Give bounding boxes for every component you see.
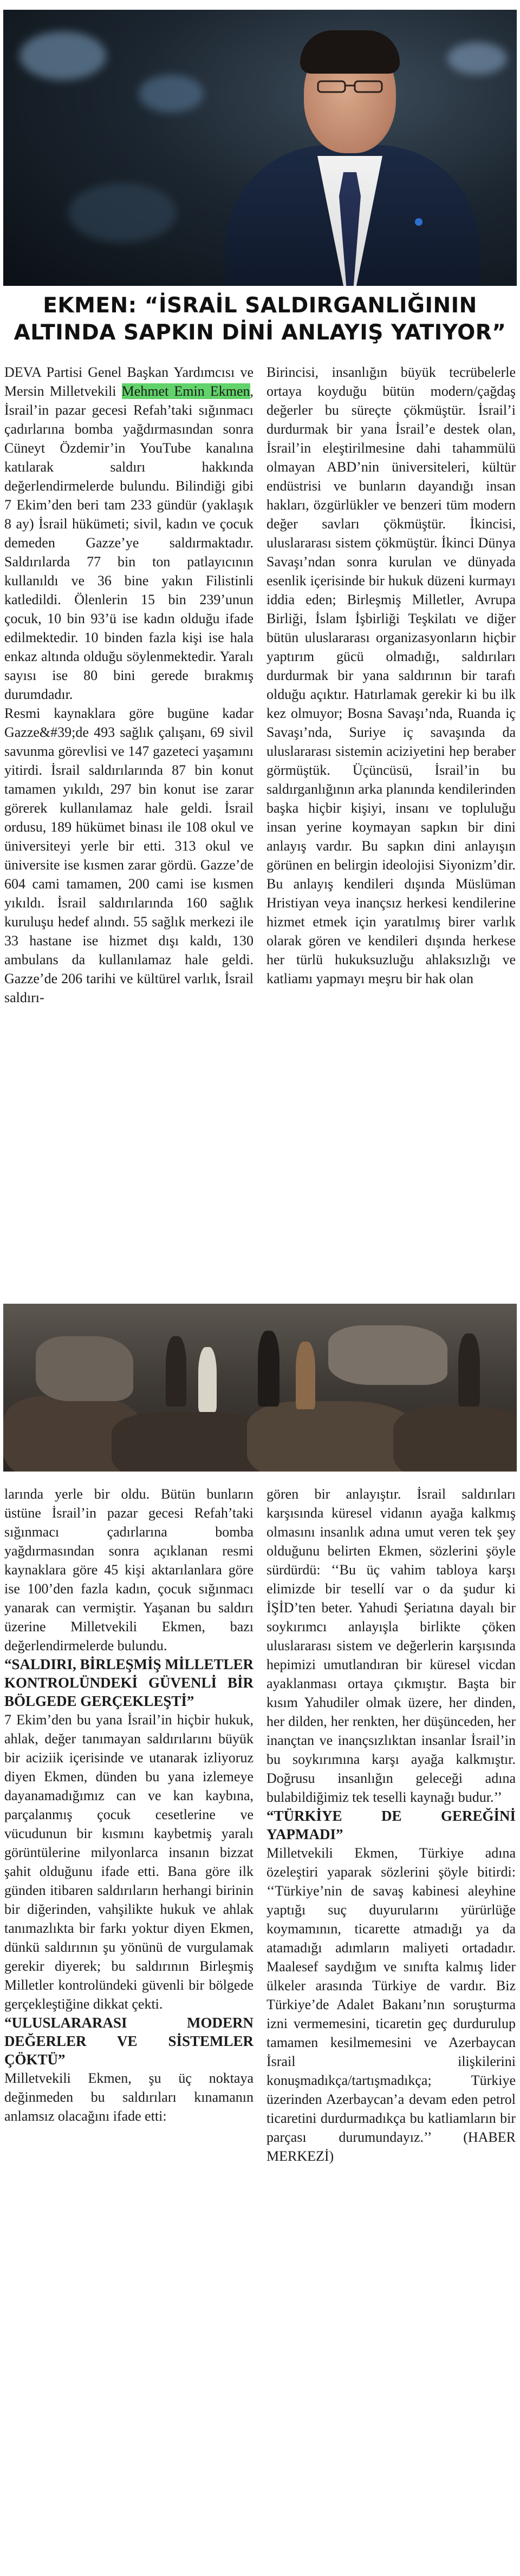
paragraph: Birincisi, insanlığın büyük tecrübelerle ortaya koyduğu bütün modern/çağdaş değerler bu süreçte çökmüştür. İsrail’i durdurmak bir yana İsrail’e destek olan, İsrail’in eleştirilmesine dahi tahammülü olmayan ABD’nin üniversiteleri, kültür endüstrisi ve bunların dayandığı insan hakları, özgürlükler ve benzeri tüm modern değer savları çökmüştür. İkincisi, uluslararası sistem çökmüştür. İkinci Dünya Savaşı’ndan sonra kurulan ve dünyada esenlik içerisinde bir hukuk düzeni kurmayı iddia eden; Birleşmiş Milletler, Avrupa Birliği, İslam İşbirliği Teşkilatı ve diğer bütün uluslararası organizasyonların hiçbir yaptırım gücü olmadığı, saldırıları durdurmak bir yana saldırının bir tarafı olduğu açıktır. Hatırlamak gerekir ki bu ilk kez olmuyor; Bosna Savaşı’nda, Ruanda iç Savaşı’nda, Suriye iç savaşında da uluslararası sistemin aciziyetini hep beraber görmüştük. Üçüncüsü, İsrail’in bu saldırganlığının arka planında kendilerinden başka hiçbir kişiyi, insanı ve topluluğu insan yerine koymayan sapkın bir dini anlayış vardır. Bu sapkın dini anlayışın görünen en belirgin ideolojisi Siyonizm’dir. Bu anlayış kendileri dışında Müslüman Hristiyan veya inançsız herkesi kendilerine hizmet etmek için yaratılmış birer varlık olarak gören ve kendileri dışında herkese her türlü hukuksuzluğu ahlaksızlığı ve katliamı yapmayı meşru bir hak olan xyxy=(266,364,516,986)
paragraph: Resmi kaynaklara göre bugüne kadar Gazze&#39;de 493 sağlık çalışanı, 69 sivil savunma görevlisi ve 147 gazeteci yaşamını yitirdi. İsrail saldırılarında 87 bin konut tamamen yıkıldı, 297 bin konut ise zarar görerek kullanılamaz hale geldi. İsrail ordusu, 189 hükümet binası ile 108 okul ve üniversiteyi yerle bir etti. 313 okul ve üniversite ise kısmen zarar gördü. Gazze’de 604 cami tamamen, 200 cami ise kısmen yıkıldı. İsrail saldırılarında 160 sağlık kuruluşu hedef alındı. 55 sağlık merkezi ile 33 hastane ise hizmet dışı kaldı, 130 ambulans da kullanılamaz hale geldi. Gazze’de 206 tarihi ve kültürel varlık, İsrail saldırı- xyxy=(4,705,253,1005)
paragraph: larında yerle bir oldu. Bütün bunların üstüne İsrail’in pazar gecesi Refah’taki sığınmacı çadırlarına bomba yağdırmasından sonra açıklanan resmi kaynaklara göre 45 kişi aktarılanlara göre ise 100’den fazla kadın, çocuk sığınmacı yanarak can vermiştir. Yaşanan bu saldırı üzerine Milletvekili Ekmen, bazı değerlendirmelerde bulundu. xyxy=(4,1486,253,1653)
article-photo-portrait xyxy=(3,10,517,286)
article-headline: EKMEN: “İSRAİL SALDIRGANLIĞININ ALTINDA SAPKIN DİNİ ANLAYIŞ YATIYOR” xyxy=(14,293,506,345)
subheading-un-safe-zone: “SALDIRI, BİRLEŞMİŞ MİLLETLER KONTROLÜNDEKİ GÜVENLİ BİR BÖLGEDE GERÇEKLEŞTİ” xyxy=(4,1656,253,1709)
article-photo-rubble xyxy=(3,1304,517,1472)
paragraph: Milletvekili Ekmen, şu üç noktaya değinmeden bu saldırıları kınamanın anlamsız olacağını ifade etti: xyxy=(4,2070,253,2124)
column-1 xyxy=(4,363,253,1007)
paragraph: gören bir anlayıştır. İsrail saldırıları karşısında küresel vidanın ayağa kalkmış olmasını insanlık adına umut veren tek şey olduğunu belirten Ekmen, sözlerini şöyle sürdürdü: ‘‘Bu üç vahim tabloya karşı elimizde bir tesellí var o da şudur ki İŞİD’ten beter. Yahudi Şeriatına dayalı bir soykırımcı anlayışla birlikte çöken uluslararası sistem ve değerlerin karşısında hepimizi umutlandıran bir küresel vicdan ayaklanması ortaya çıkmıştır. Başta bir kısım Yahudiler olmak üzere, her dinden, her dilden, her renkten, her düşünceden, her inançtan ve inançsızlıktan insanlar İsrail’in bu soykırımına karşı ayağa kalkmıştır. Doğrusu insanlığın geleceği adına bulabildiğimiz tek teselli kaynağı budur.’’ xyxy=(266,1486,516,1805)
lapel-pin-icon xyxy=(415,218,422,226)
column-3 xyxy=(4,1485,253,2126)
column-4 xyxy=(266,1485,516,2166)
column-2 xyxy=(266,363,516,988)
paragraph: 7 Ekim’den bu yana İsrail’in hiçbir hukuk, ahlak, değer tanımayan saldırılarını büyük bir aciziik içerisinde ve utanarak izliyoruz diyen Ekmen, dünden bu yana izlemeye dayanamadığımız can ve kan kaybına, parçalanmış çocuk cesetlerine ve vücudunun bir kısmını kaybetmiş yaralı görüntülerine milyonlarca insanın bizzat şahit olduğunu ifade etti. Bana göre ilk günden itibaren saldırıların herhangi birinin bir diğerinden, vahşilikte hukuk ve ahlak tanımazlıkta bir farkı yoktur diyen Ekmen, dünkü saldırının şu yönünü de vurgulamak gerekir diyerek; bu saldırının Birleşmiş Milletler kontrolündeki güvenli bir bölgede gerçekleştiğine dikkat çekti. xyxy=(4,1712,253,2012)
paragraph: DEVA Partisi Genel Başkan Yardımcısı ve Mersin Milletvekili Mehmet Emin Ekmen, İsrail’in pazar gecesi Refah’taki sığınmacı çadırlarına bomba yağdırmasından sonra Cüneyt Özdemir’in YouTube kanalına katılarak saldırı hakkında değerlendirmelerde bulundu. Bilindiği gibi 7 Ekim’den beri tam 233 gündür (yaklaşık 8 ay) İsrail hükümeti; sivil, kadın ve çocuk demeden Gazze’ye saldırmaktadır. Saldırılarda 77 bin ton patlayıcının kullanıldı ve 36 bine yakın Filistinli katledildi. Ölenlerin 15 bin 239’unun çocuk, 10 bin 93’ü ise kadın olduğu ifade edilmektedir. 10 binden fazla kişi ise hala enkaz altında olduğu söylenmektedir. Yaralı sayısı ise 80 bini gerede bırakmış durumdadır. xyxy=(4,364,254,702)
highlighted-name: Mehmet Emin Ekmen xyxy=(121,383,250,399)
subheading-turkey: “TÜRKİYE DE GEREĞİNİ YAPMADI” xyxy=(266,1808,516,1842)
paragraph: Milletvekili Ekmen, Türkiye adına özeleştiri yaparak sözlerini şöyle bitirdi: ‘‘Türkiye’nin de savaş kabinesi aleyhine yaptığı suç duyurularını yürürlüğe koymamının, ticarette atmadığı ya da atamadığı adımların maliyeti ortadadır. Maalesef saydığım ve sınıfta kalmış lider ülkeler arasında Türkiye de vardır. Biz Türkiye’de Adalet Bakanı’nın soruşturma izni vermemesini, ticaretin geç durdurulup tamamen kesilmemesini ve Azerbaycan İsrail ilişkilerini konuşmadıkça/tartışmadıkça; Türkiye üzerinden Azerbaycan’a devam eden petrol ticaretini durdurmadıkça bu katliamların bir parçası durumundayız.’’ (HABER MERKEZİ) xyxy=(266,1845,516,2164)
subheading-international-values: “ULUSLARARASI MODERN DEĞERLER VE SİSTEMLER ÇÖKTÜ” xyxy=(4,2015,253,2068)
